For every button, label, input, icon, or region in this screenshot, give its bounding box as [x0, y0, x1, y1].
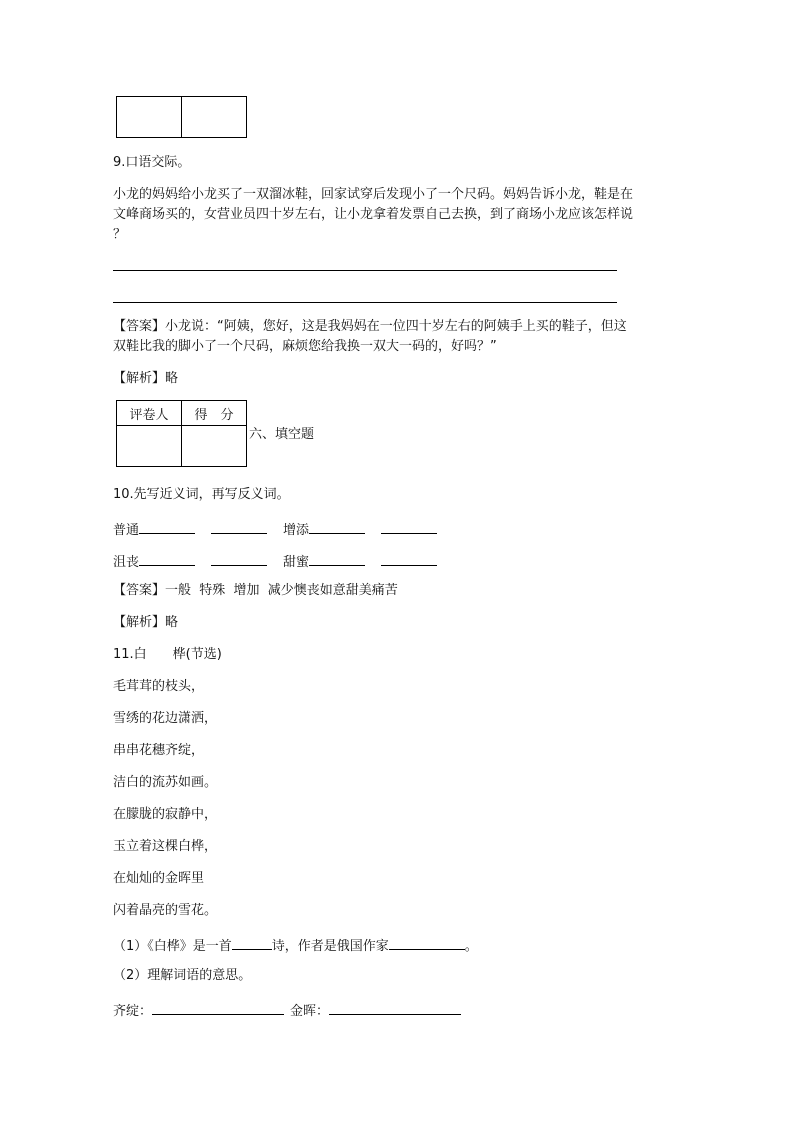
poem-line-2: 雪绣的花边潇洒，: [113, 711, 218, 726]
q11-sub1-part3: 。: [464, 939, 478, 954]
q11-blank-word-b[interactable]: [329, 1000, 461, 1015]
q9-title: 9.口语交际。: [113, 155, 191, 170]
q11-sub1: [113, 935, 478, 956]
top-score-cell-1[interactable]: [117, 97, 182, 138]
q11-word-b: 金晖：: [290, 1004, 330, 1019]
section-6-title: 六、填空题: [249, 427, 315, 442]
poem-line-1: 毛茸茸的枝头，: [113, 679, 205, 694]
q11-word-a: 齐绽：: [113, 1004, 153, 1019]
q10-blank-4b[interactable]: [381, 551, 437, 566]
poem-line-7: 在灿灿的金晖里: [113, 871, 205, 886]
q11-title: 11.白 桦(节选): [113, 647, 222, 662]
poem-line-8: 闪着晶亮的雪花。: [113, 903, 218, 918]
q10-analysis: 【解析】略: [113, 615, 179, 630]
poem-line-4: 洁白的流苏如画。: [113, 775, 218, 790]
q10-blank-1a[interactable]: [139, 519, 195, 534]
q9-text-line1: 小龙的妈妈给小龙买了一双溜冰鞋，回家试穿后发现小了一个尺码。妈妈告诉小龙，鞋是在: [113, 187, 634, 202]
q10-word-4: 甜蜜: [283, 555, 310, 570]
reviewer-header: 评卷人: [117, 401, 182, 426]
q10-answer: 【答案】一般 特殊 增加 减少懊丧如意甜美痛苦: [113, 583, 398, 598]
poem-line-6: 玉立着这棵白桦，: [113, 839, 218, 854]
q9-text-line3: ？: [113, 227, 127, 242]
reviewer-cell[interactable]: [117, 426, 182, 467]
q9-answer-line2: 双鞋比我的脚小了一个尺码，麻烦您给我换一双大一码的，好吗？”: [113, 339, 497, 354]
q10-blank-1b[interactable]: [211, 519, 267, 534]
q11-sub1-part1: （1）《白桦》是一首: [113, 939, 232, 954]
q11-sub2: （2）理解词语的意思。: [113, 968, 252, 983]
q11-sub1-part2: 诗，作者是俄国作家: [271, 939, 389, 954]
q9-answer-line1: 【答案】小龙说：“阿姨，您好，这是我妈妈在一位四十岁左右的阿姨手上买的鞋子，但这: [113, 319, 627, 334]
q11-blank-genre[interactable]: [232, 935, 272, 950]
q10-row1: [113, 519, 437, 540]
q10-title: 10.先写近义词，再写反义词。: [113, 487, 290, 502]
q10-row2: [113, 551, 437, 572]
q11-blank-word-a[interactable]: [152, 1000, 284, 1015]
q10-blank-3b[interactable]: [211, 551, 267, 566]
q10-blank-2a[interactable]: [309, 519, 365, 534]
q10-blank-3a[interactable]: [139, 551, 195, 566]
score-cell[interactable]: [182, 426, 247, 467]
top-score-table: [116, 96, 247, 138]
top-score-cell-2[interactable]: [182, 97, 247, 138]
q11-blank-author[interactable]: [389, 935, 465, 950]
poem-line-3: 串串花穗齐绽，: [113, 743, 205, 758]
poem-line-5: 在朦胧的寂静中，: [113, 807, 218, 822]
q10-word-2: 增添: [283, 523, 310, 538]
q10-word-1: 普通: [113, 523, 140, 538]
section-score-table: [116, 400, 247, 467]
q10-blank-4a[interactable]: [309, 551, 365, 566]
q10-blank-2b[interactable]: [381, 519, 437, 534]
q10-word-3: 沮丧: [113, 555, 140, 570]
q9-analysis: 【解析】略: [113, 371, 179, 386]
q9-text-line2: 文峰商场买的，女营业员四十岁左右，让小龙拿着发票自己去换，到了商场小龙应该怎样说: [113, 207, 634, 222]
score-header: 得 分: [182, 401, 247, 426]
q11-words-row: [113, 1000, 461, 1021]
q9-answer-line-1[interactable]: [113, 270, 617, 271]
q9-answer-line-2[interactable]: [113, 302, 617, 303]
